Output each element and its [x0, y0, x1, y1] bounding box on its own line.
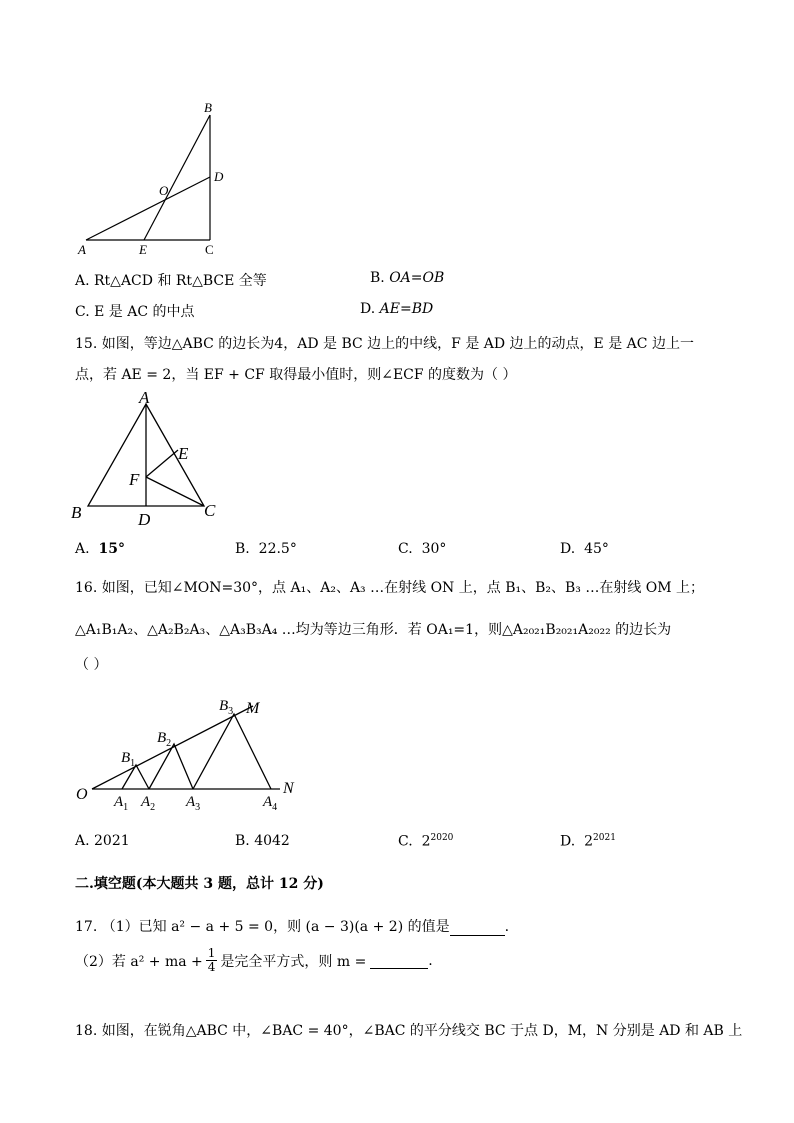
label-B3: $B_3$: [219, 698, 234, 717]
option-letter: C.: [398, 833, 413, 850]
q14-option-a: [75, 270, 267, 290]
option-text: Rt△ACD 和 Rt△BCE 全等: [94, 273, 267, 289]
q15-option-a: [75, 541, 125, 557]
option-letter: B.: [235, 833, 250, 849]
option-text: 15°: [98, 541, 125, 557]
label-N: N: [283, 780, 294, 797]
label-B2: $B_2$: [157, 730, 172, 749]
q16-line3: （ ）: [75, 657, 108, 673]
option-text: 22.5°: [258, 541, 297, 557]
label-O: O: [76, 786, 88, 803]
label-D: D: [138, 510, 151, 529]
q15-line2: 点，若 AE = 2，当 EF + CF 取得最小值时，则∠ECF 的度数为（ ）: [75, 367, 517, 383]
q17-answer-blank-2[interactable]: [370, 952, 428, 969]
option-text: 2: [421, 833, 431, 850]
option-letter: B.: [370, 270, 385, 286]
q16-figure: [70, 692, 310, 822]
option-text: 30°: [421, 541, 447, 557]
q15-figure: [68, 388, 228, 530]
label-A2: $A_2$: [141, 794, 156, 813]
q14-figure: [70, 95, 240, 265]
label-E: E: [178, 444, 189, 463]
option-letter: A.: [75, 833, 90, 849]
q15-option-b: [235, 541, 297, 557]
q14-option-d: [360, 301, 433, 317]
q17-part2-pre: （2）若 a² + ma +: [75, 953, 203, 970]
label-E: E: [139, 242, 147, 257]
q16-option-a: [75, 833, 130, 849]
q15-option-d: [560, 541, 609, 557]
label-C: C: [204, 501, 216, 520]
segment-AD: [86, 177, 210, 240]
q16-option-b: [235, 833, 290, 849]
triangle-A2B2A3: [149, 744, 193, 789]
segment-FE: [146, 450, 178, 477]
triangle-A3B3A4: [193, 714, 271, 789]
q17-part2-end: .: [428, 952, 433, 969]
option-text: OA=OB: [389, 270, 445, 286]
option-text: 45°: [584, 541, 609, 557]
label-A1: $A_1$: [114, 794, 129, 813]
section-title-fill-in: 二.填空题(本大题共 3 题，总计 12 分): [75, 876, 324, 892]
option-text: 2: [584, 833, 594, 850]
option-text: E 是 AC 的中点: [94, 304, 195, 320]
option-exponent: 2020: [430, 833, 454, 843]
q17-part1: [75, 916, 509, 936]
option-letter: D.: [360, 301, 376, 317]
label-C: C: [205, 242, 214, 257]
q17-part2-post: 是完全平方式，则 m =: [220, 953, 367, 970]
triangle-A1B1A2: [122, 765, 149, 789]
q17-part1-end: .: [504, 919, 510, 935]
q16-line2: △A₁B₁A₂、△A₂B₂A₃、△A₃B₃A₄ …均为等边三角形．若 OA₁=1，则△A₂₀₂₁B₂₀₂₁A₂₀₂₂ 的边长为: [75, 622, 672, 638]
fraction-denominator: 4: [207, 960, 216, 974]
fraction-numerator: 1: [207, 946, 216, 960]
q14-option-b: [370, 270, 444, 286]
label-B1: $B_1$: [121, 750, 136, 769]
label-M: M: [246, 700, 260, 717]
option-text: AE=BD: [379, 301, 434, 317]
option-letter: C.: [398, 541, 413, 557]
segment-BE: [144, 115, 210, 240]
q17-part2: [75, 947, 433, 974]
label-A4: $A_4$: [263, 794, 278, 813]
q18-line1: 18. 如图，在锐角△ABC 中，∠BAC = 40°，∠BAC 的平分线交 BC 于点 D，M，N 分别是 AD 和 AB 上: [75, 1023, 743, 1039]
label-D: D: [214, 169, 224, 184]
option-text: 4042: [254, 833, 290, 849]
q16-option-c: [398, 833, 453, 850]
label-A: A: [139, 388, 150, 407]
q16-line1: 16. 如图，已知∠MON=30°，点 A₁、A₂、A₃ …在射线 ON 上，点 B₁、B₂、B₃ …在射线 OM 上；: [75, 580, 705, 596]
label-O: O: [159, 183, 169, 198]
label-B: B: [204, 100, 212, 115]
q15-line1: 15. 如图，等边△ABC 的边长为4，AD 是 BC 边上的中线，F 是 AD 边上的动点，E 是 AC 边上一: [75, 336, 694, 352]
option-letter: A.: [75, 273, 90, 289]
option-letter: C.: [75, 304, 90, 320]
q15-option-c: [398, 541, 446, 557]
fraction-one-quarter: [206, 947, 218, 974]
label-A: A: [78, 242, 86, 257]
label-F: F: [129, 470, 140, 489]
q16-option-d: [560, 833, 616, 850]
q14-option-c: [75, 301, 195, 321]
label-B: B: [71, 503, 82, 522]
q17-part1-text: 17. （1）已知 a² − a + 5 = 0，则 (a − 3)(a + 2) 的值是: [75, 919, 450, 935]
option-letter: A.: [75, 541, 90, 557]
option-letter: D.: [560, 833, 576, 850]
option-exponent: 2021: [593, 833, 616, 843]
label-A3: $A_3$: [186, 794, 201, 813]
q17-answer-blank-1[interactable]: [450, 919, 505, 936]
option-letter: D.: [560, 541, 576, 557]
option-letter: B.: [235, 541, 250, 557]
option-text: 2021: [94, 833, 130, 849]
